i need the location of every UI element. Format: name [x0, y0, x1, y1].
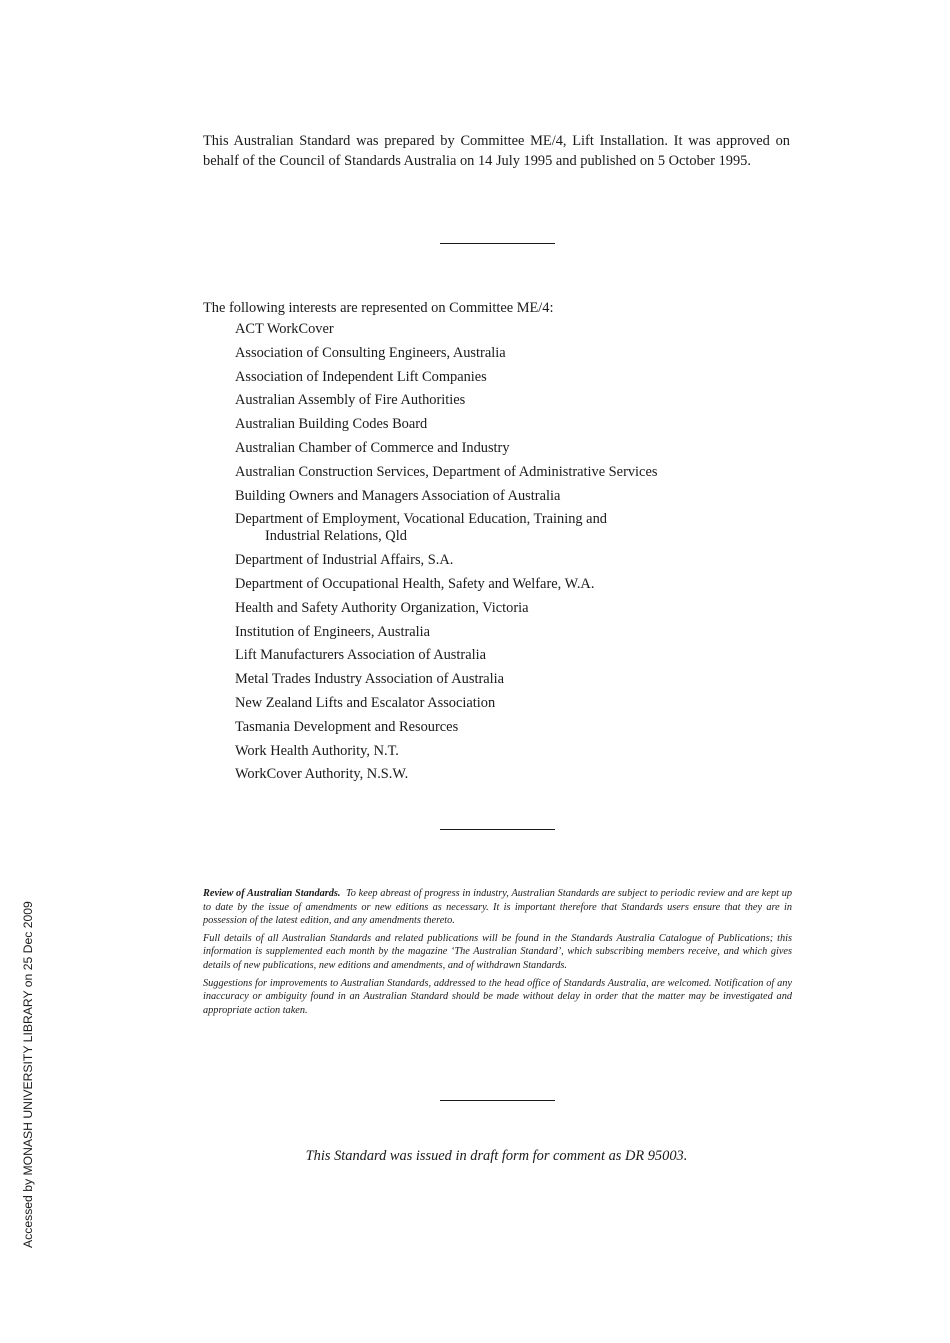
list-item: Association of Independent Lift Companies	[235, 368, 487, 385]
list-item: WorkCover Authority, N.S.W.	[235, 766, 409, 783]
review-notes	[203, 887, 792, 1021]
list-item: Association of Consulting Engineers, Australia	[235, 344, 506, 361]
list-item: Department of Industrial Affairs, S.A.	[235, 552, 454, 569]
review-paragraph	[203, 887, 792, 928]
details-paragraph: Full details of all Australian Standards and related publications will be found in the Standards Australia Catalogue of Publications; this information is supplemented each month by the magazine ‘The Australian Standard’, which subscribing members receive, and which gives details of new publications, new editions and amendments, and of withdrawn Standards.	[203, 932, 792, 971]
review-lead: Review of Australian Standards.	[203, 888, 341, 899]
section-divider-3	[440, 1100, 555, 1101]
list-item: Metal Trades Industry Association of Australia	[235, 671, 505, 688]
list-item-continuation: Industrial Relations, Qld	[265, 528, 407, 545]
committee-heading: The following interests are represented on Committee ME/4:	[203, 300, 554, 316]
list-item: Department of Employment, Vocational Education, Training and Industrial Relations, Qld	[235, 511, 795, 545]
list-item: Australian Building Codes Board	[235, 416, 428, 433]
list-item: Department of Occupational Health, Safety and Welfare, W.A.	[235, 575, 595, 592]
list-item: Health and Safety Authority Organization, Victoria	[235, 599, 529, 616]
list-item: Building Owners and Managers Association of Australia	[235, 487, 561, 504]
draft-note: This Standard was issued in draft form for comment as DR 95003.	[305, 1148, 688, 1164]
section-divider-1	[440, 243, 555, 244]
committee-members-list	[235, 321, 795, 790]
list-item: New Zealand Lifts and Escalator Association	[235, 694, 496, 711]
suggestions-paragraph: Suggestions for improvements to Australian Standards, addressed to the head office of Standards Australia, are welcomed. Notification of any inaccuracy or ambiguity found in an Australian Standard should be made without delay in order that the matter may be investigated and appropriate action taken.	[203, 977, 792, 1016]
list-item: Work Health Authority, N.T.	[235, 742, 399, 759]
access-stamp: Accessed by MONASH UNIVERSITY LIBRARY on 25 Dec 2009	[21, 901, 35, 1248]
preparation-statement: This Australian Standard was prepared by Committee ME/4, Lift Installation. It was approved on behalf of the Council of Standards Australia on 14 July 1995 and published on 5 October 1995.	[203, 133, 790, 169]
list-item: Lift Manufacturers Association of Australia	[235, 647, 486, 664]
list-item: Institution of Engineers, Australia	[235, 623, 431, 640]
review-text: To keep abreast of progress in industry, Australian Standards are subject to periodic review and are kept up to date by the issue of amendments or new editions as necessary. It is important therefore that Standards users ensure that they are in possession of the latest edition, and any amendments thereto.	[203, 888, 792, 927]
list-item: Tasmania Development and Resources	[235, 718, 459, 735]
section-divider-2	[440, 829, 555, 830]
list-item: ACT WorkCover	[235, 321, 334, 337]
list-item: Australian Construction Services, Department of Administrative Services	[235, 463, 658, 480]
list-item: Australian Chamber of Commerce and Industry	[235, 439, 510, 456]
list-item: Australian Assembly of Fire Authorities	[235, 392, 466, 409]
